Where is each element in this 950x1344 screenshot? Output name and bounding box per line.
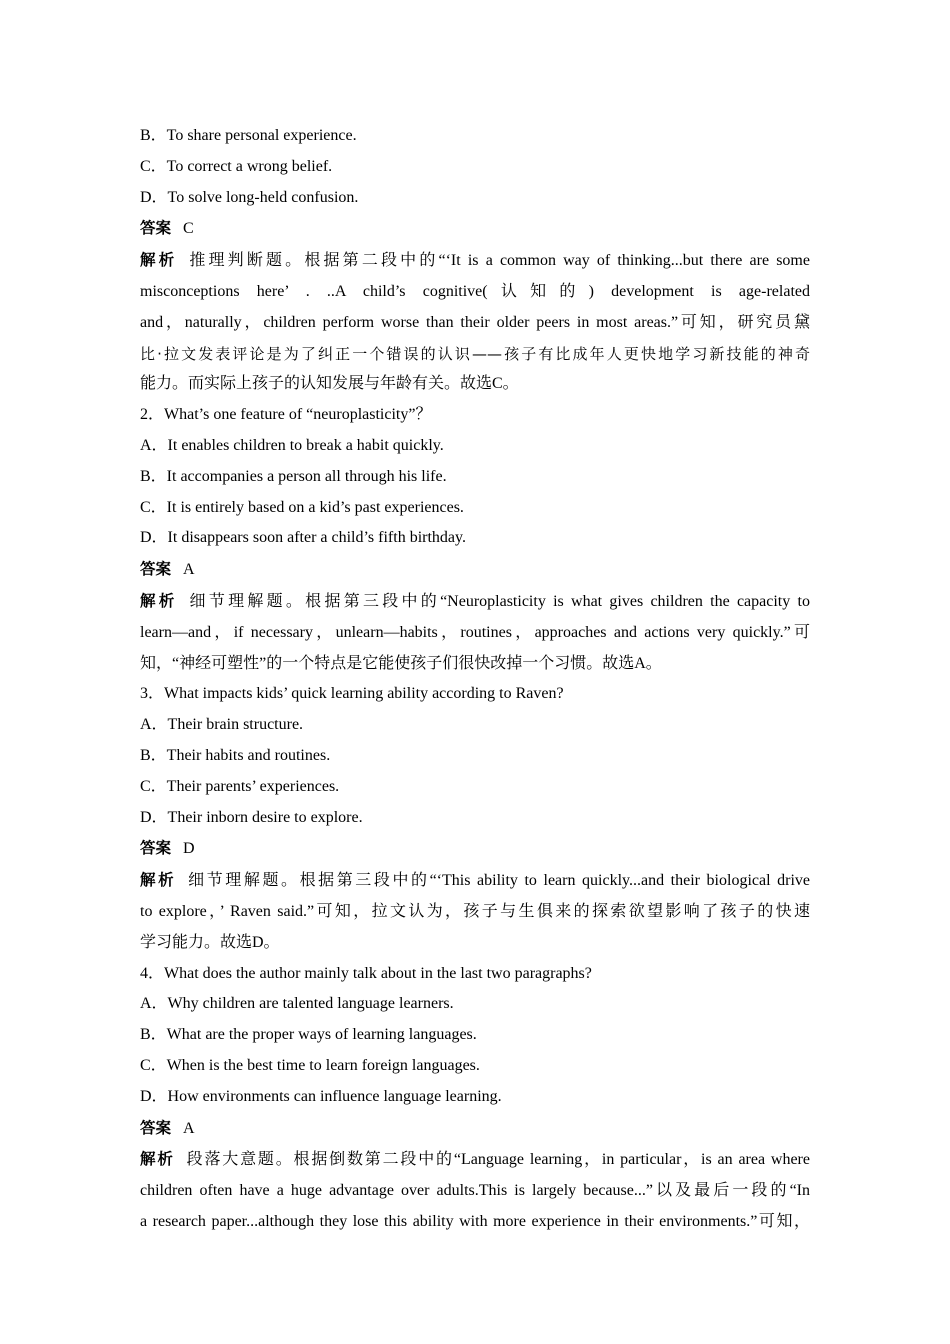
q1-analysis-line-2: misconceptions here’ . ..A child’s cognitive(认知的) development is age-related: [140, 282, 810, 300]
q3-option-d: D．Their inborn desire to explore.: [140, 808, 363, 826]
analysis-label: 解析: [140, 1150, 175, 1169]
q1-analysis-line-4: 比·拉文发表评论是为了纠正一个错误的认识——孩子有比成年人更快地学习新技能的神奇: [140, 344, 810, 363]
q2-stem: 2．What’s one feature of “neuroplasticity”？: [140, 406, 432, 424]
q4-option-a: A．Why children are talented language learners.: [140, 995, 454, 1013]
q1-answer: [140, 213, 810, 245]
q3-option-c: C．Their parents’ experiences.: [140, 777, 340, 795]
q2-option-d: D．It disappears soon after a child’s fifth birthday.: [140, 529, 466, 547]
q2-option-a: A．It enables children to break a habit quickly.: [140, 436, 444, 454]
q4-analysis-line-3: a research paper...although they lose this ability with more experience in their environments.”可知，: [140, 1212, 810, 1230]
q4-analysis-line-1: [140, 1144, 810, 1176]
analysis-text: 细节理解题。根据第三段中的“Neuroplasticity is what gives children the capacity to: [189, 592, 810, 610]
answer-value: C: [183, 220, 194, 238]
q4-answer: [140, 1113, 810, 1145]
q4-option-c: C．When is the best time to learn foreign languages.: [140, 1056, 480, 1074]
q1-option-b: B．To share personal experience.: [140, 127, 357, 144]
q4-stem: 4．What does the author mainly talk about in the last two paragraphs?: [140, 964, 592, 982]
answer-label: 答案: [140, 839, 172, 858]
q2-analysis-line-2: learn—and，if necessary，unlearn—habits，routines，approaches and actions very quickly.”可: [140, 623, 810, 641]
q4-option-b: B．What are the proper ways of learning languages.: [140, 1026, 477, 1044]
q4-analysis-line-2: children often have a huge advantage over adults.This is largely because...”以及最后一段的“In: [140, 1182, 810, 1200]
analysis-label: 解析: [140, 591, 178, 610]
q2-analysis-line-1: [140, 586, 810, 618]
analysis-text: 推理判断题。根据第二段中的“‘It is a common way of thinking...but there are some: [189, 252, 810, 270]
q2-option-c: C．It is entirely based on a kid’s past experiences.: [140, 498, 464, 516]
q1-option-d: D．To solve long-held confusion.: [140, 188, 359, 206]
answer-label: 答案: [140, 1118, 172, 1137]
answer-value: A: [183, 561, 195, 579]
q1-analysis-line-1: [140, 245, 810, 277]
analysis-label: 解析: [140, 871, 177, 890]
analysis-label: 解析: [140, 251, 178, 270]
q3-answer: [140, 833, 810, 865]
page-content: [140, 121, 810, 1238]
q3-option-a: A．Their brain structure.: [140, 716, 304, 734]
q4-option-d: D．How environments can influence language learning.: [140, 1087, 502, 1105]
answer-value: A: [183, 1119, 195, 1137]
answer-value: D: [183, 840, 195, 858]
q3-analysis-line-3: 学习能力。故选D。: [140, 933, 280, 951]
q1-option-c: C．To correct a wrong belief.: [140, 157, 333, 175]
q1-analysis-line-3: and，naturally，children perform worse than their older peers in most areas.”可知，研究员黛: [140, 313, 810, 331]
q3-option-b: B．Their habits and routines.: [140, 746, 331, 764]
analysis-text: 段落大意题。根据倒数第二段中的“Language learning，in particular，is an area where: [186, 1151, 810, 1169]
q3-stem: 3．What impacts kids’ quick learning ability according to Raven?: [140, 685, 564, 703]
analysis-text: 细节理解题。根据第三段中的“‘This ability to learn quickly...and their biological drive: [188, 872, 810, 890]
answer-label: 答案: [140, 219, 172, 238]
q3-analysis-line-1: [140, 865, 810, 897]
answer-label: 答案: [140, 560, 172, 579]
q3-analysis-line-2: to explore，’ Raven said.”可知，拉文认为，孩子与生俱来的探索欲望影响了孩子的快速: [140, 902, 810, 920]
q2-analysis-line-3: 知，“神经可塑性”的一个特点是它能使孩子们很快改掉一个习惯。故选A。: [140, 654, 662, 672]
q2-option-b: B．It accompanies a person all through his life.: [140, 467, 447, 485]
q2-answer: [140, 554, 810, 586]
q1-analysis-line-5: 能力。而实际上孩子的认知发展与年龄有关。故选C。: [140, 375, 519, 393]
